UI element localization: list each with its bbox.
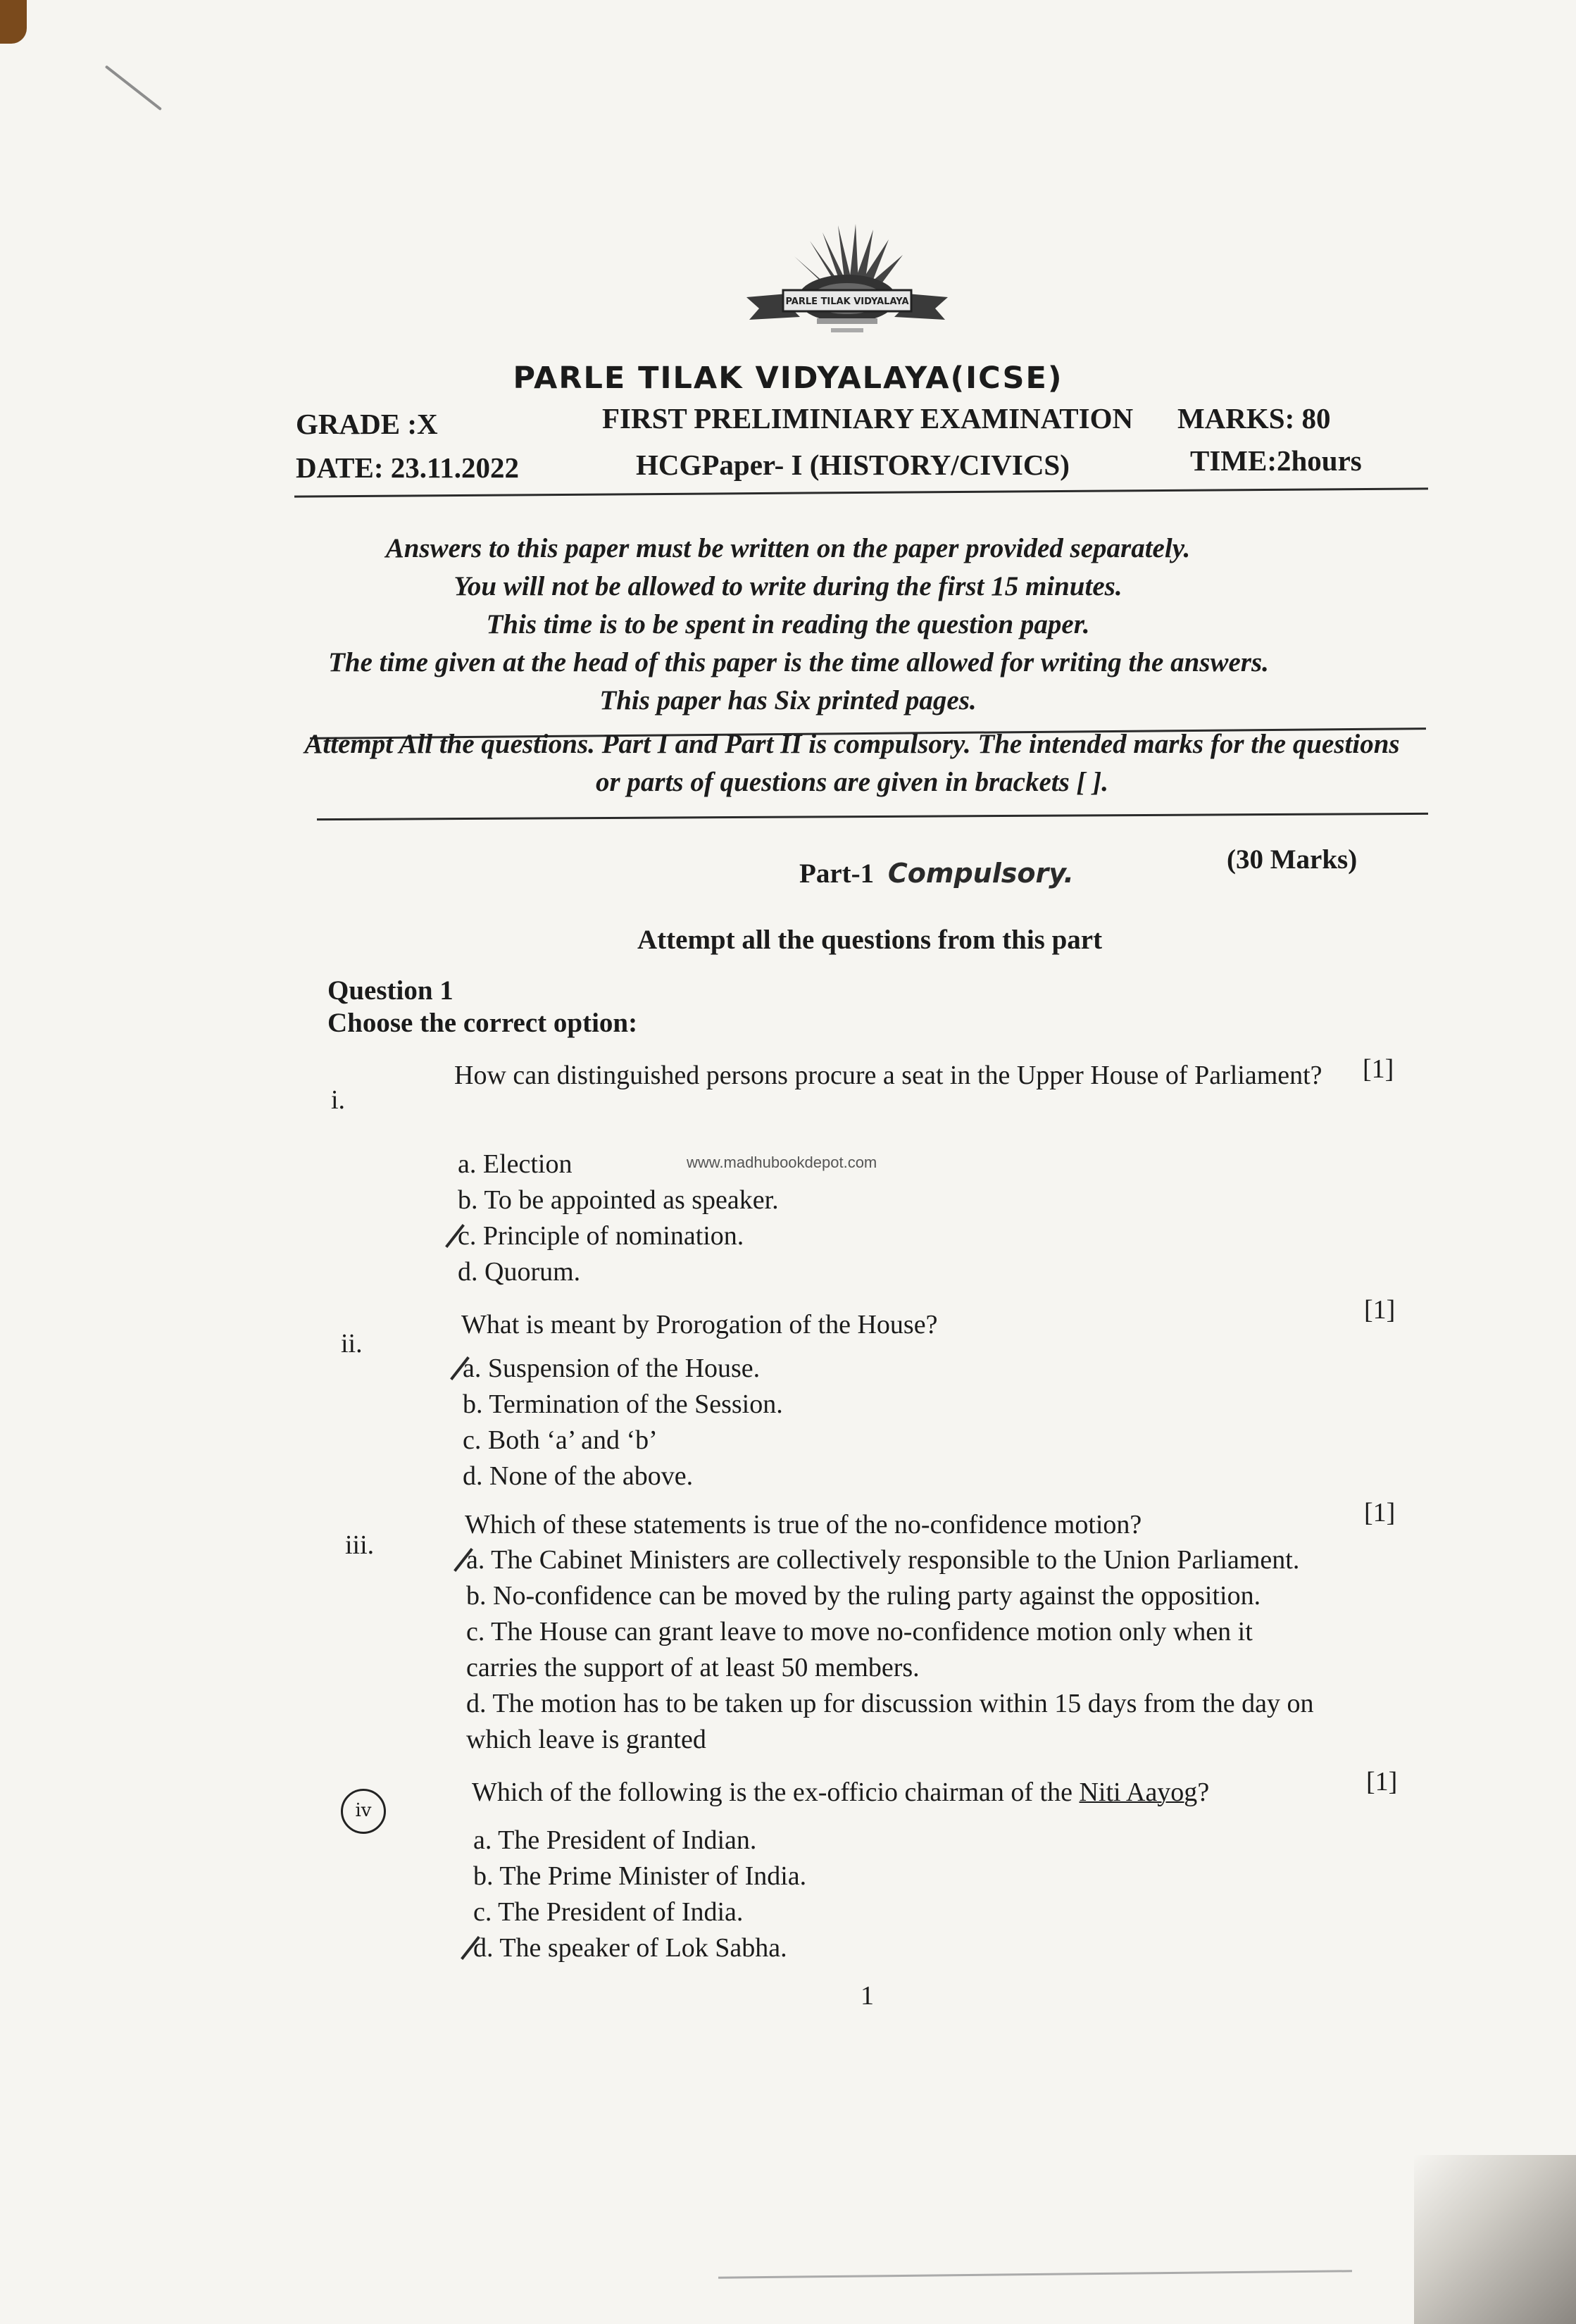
- option-ticked: [473, 1930, 806, 1966]
- paper-title: HCGPaper- I (HISTORY/CIVICS): [636, 449, 1070, 481]
- part-title-text: Part-1: [799, 858, 875, 889]
- option-ticked: [463, 1351, 783, 1387]
- option: a. The President of Indian.: [473, 1825, 757, 1855]
- option-ticked: [466, 1542, 1314, 1578]
- exam-time: TIME:2hours: [1190, 444, 1362, 477]
- question-number: i.: [331, 1085, 346, 1115]
- option: c. The House can grant leave to move no-confidence motion only when it: [466, 1617, 1253, 1647]
- scan-corner-mark: [0, 0, 27, 44]
- option: d. The motion has to be taken up for discussion within 15 days from the day on: [466, 1689, 1314, 1718]
- handwritten-compulsory: Compulsory.: [887, 858, 1074, 889]
- header-rule: [294, 487, 1428, 497]
- option: b. The Prime Minister of India.: [473, 1861, 807, 1891]
- pen-stroke-mark: [105, 65, 162, 111]
- option: c. The President of India.: [473, 1897, 744, 1927]
- option-text: a. Suspension of the House.: [463, 1354, 761, 1383]
- option-text: d. The speaker of Lok Sabha.: [473, 1933, 787, 1963]
- exam-date: DATE: 23.11.2022: [296, 451, 520, 484]
- question-marks: [1]: [1366, 1767, 1398, 1797]
- option-text: c. Principle of nomination.: [458, 1221, 744, 1251]
- option: b. Termination of the Session.: [463, 1389, 783, 1419]
- question-title: Question 1: [327, 975, 454, 1006]
- logo-text: PARLE TILAK VIDYALAYA: [785, 296, 909, 307]
- scan-artifact-line: [718, 2270, 1352, 2278]
- school-name: PARLE TILAK VIDYALAYA(ICSE): [513, 361, 1063, 396]
- instruction-line: This paper has Six printed pages.: [599, 685, 977, 716]
- question-text: What is meant by Prorogation of the House?: [461, 1310, 938, 1339]
- total-marks: MARKS: 80: [1177, 402, 1331, 435]
- scan-shadow: [1414, 2155, 1576, 2324]
- page-number: 1: [861, 1981, 874, 2011]
- grade: GRADE :X: [296, 408, 438, 440]
- option: a. Election: [458, 1149, 573, 1179]
- option: b. To be appointed as speaker.: [458, 1185, 779, 1215]
- option-list: [466, 1542, 1314, 1758]
- option: b. No-confidence can be moved by the ruling party against the opposition.: [466, 1581, 1261, 1611]
- question-text-underlined: Niti Aayog: [1079, 1778, 1198, 1807]
- question-instruction: Choose the correct option:: [327, 1008, 638, 1038]
- question-marks: [1]: [1364, 1295, 1396, 1325]
- watermark: www.madhubookdepot.com: [687, 1154, 877, 1171]
- question-text: [472, 1775, 1401, 1811]
- instruction-line: You will not be allowed to write during the first 15 minutes.: [454, 571, 1122, 601]
- instruction-line: This time is to be spent in reading the question paper.: [486, 609, 1090, 639]
- instruction-line: Answers to this paper must be written on the paper provided separately.: [385, 533, 1191, 563]
- question-number: ii.: [341, 1329, 363, 1358]
- option: d. None of the above.: [463, 1461, 694, 1491]
- option-list: [463, 1351, 783, 1494]
- question-text-part: ?: [1197, 1778, 1210, 1807]
- part-marks: (30 Marks): [1227, 844, 1358, 875]
- option-continued: which leave is granted: [466, 1725, 706, 1754]
- question-text: How can distinguished persons procure a seat in the Upper House of Parliament?: [454, 1061, 1322, 1090]
- attempt-note: Attempt All the questions. Part I and Part II is compulsory. The intended marks for the questions or parts of questions are given in brackets [ ].: [304, 729, 1400, 797]
- question-number: iii.: [345, 1530, 375, 1560]
- instructions: [0, 530, 1576, 720]
- option: d. Quorum.: [458, 1257, 581, 1287]
- question-text: Which of these statements is true of the no-confidence motion?: [465, 1510, 1142, 1539]
- option: c. Both ‘a’ and ‘b’: [463, 1425, 658, 1455]
- option-ticked: [458, 1218, 779, 1254]
- option-text: a. The Cabinet Ministers are collectively responsible to the Union Parliament.: [466, 1545, 1300, 1575]
- exam-title: FIRST PRELIMINIARY EXAMINATION: [602, 402, 1134, 435]
- question-marks: [1]: [1364, 1498, 1396, 1528]
- school-emblem-icon: [739, 220, 955, 339]
- option-list: [473, 1823, 806, 1966]
- question-number-circled: iv: [341, 1789, 386, 1834]
- part-title: [799, 858, 1074, 889]
- part-subtitle: Attempt all the questions from this part: [637, 925, 1103, 955]
- instruction-line: The time given at the head of this paper is the time allowed for writing the answers.: [328, 647, 1269, 677]
- question-text-part: Which of the following is the ex-officio chairman of the: [472, 1778, 1080, 1807]
- attempt-rule: [317, 813, 1428, 820]
- option-continued: carries the support of at least 50 members.: [466, 1653, 920, 1682]
- question-marks: [1]: [1363, 1054, 1394, 1084]
